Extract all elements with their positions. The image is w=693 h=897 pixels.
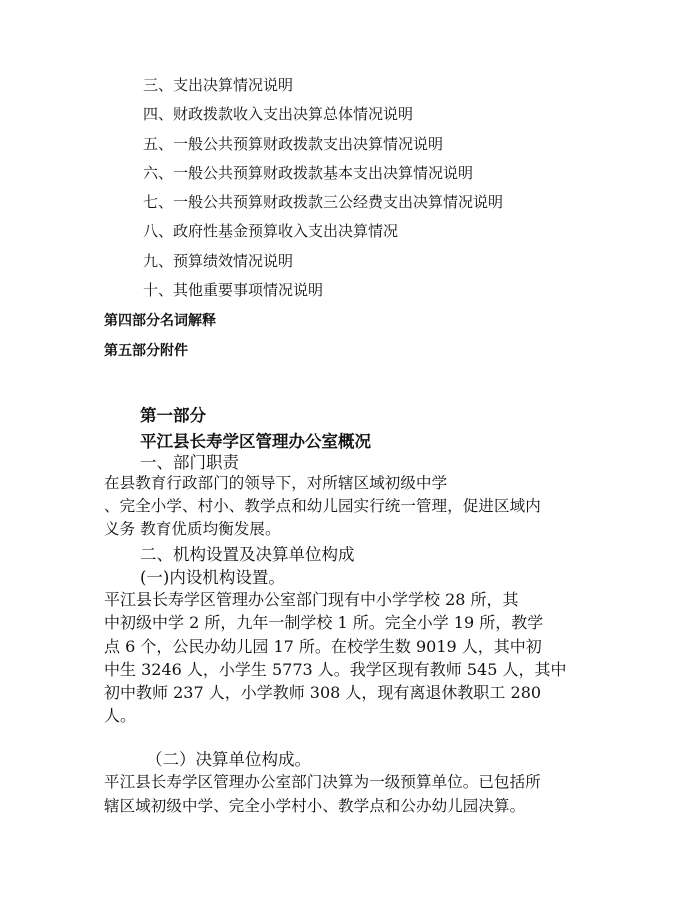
part-label: 第一部分 [140, 406, 206, 425]
toc-item: 八、政府性基金预算收入支出决算情况 [143, 222, 399, 240]
internal-line: 初中教师 237 人，小学教师 308 人，现有离退休教职工 280 [104, 683, 542, 702]
duties-line: 、完全小学、村小、教学点和幼儿园实行统一管理，促进区域内 [104, 497, 541, 515]
toc-item: 九、预算绩效情况说明 [143, 252, 294, 270]
duties-heading: 一、部门职责 [140, 453, 239, 472]
toc-item: 七、一般公共预算财政拨款三公经费支出决算情况说明 [143, 193, 504, 211]
duties-line: 在县教育行政部门的领导下，对所辖区域初级中学 [104, 474, 448, 492]
toc-item: 十、其他重要事项情况说明 [143, 281, 324, 299]
page-title: 平江县长寿学区管理办公室概况 [140, 432, 371, 451]
internal-line: 平江县长寿学区管理办公室部门现有中小学学校 28 所，其 [104, 590, 519, 609]
toc-part4: 第四部分名词解释 [104, 313, 216, 329]
internal-line: 人。 [104, 706, 137, 725]
internal-line: 点 6 个，公民办幼儿园 17 所。在校学生数 9019 人，其中初 [104, 637, 542, 656]
internal-heading: (一)内设机构设置。 [140, 568, 285, 587]
toc-item: 五、一般公共预算财政拨款支出决算情况说明 [143, 135, 444, 153]
units-line: 辖区域初级中学、完全小学村小、教学点和公办幼儿园决算。 [104, 797, 526, 815]
org-heading: 二、机构设置及决算单位构成 [140, 545, 355, 564]
duties-line: 义务 教育优质均衡发展。 [104, 520, 281, 538]
units-line: 平江县长寿学区管理办公室部门决算为一级预算单位。已包括所 [104, 773, 541, 791]
internal-line: 中生 3246 人，小学生 5773 人。我学区现有教师 545 人，其中 [104, 660, 567, 679]
toc-item: 六、一般公共预算财政拨款基本支出决算情况说明 [143, 164, 474, 182]
units-heading: （二）决算单位构成。 [146, 750, 311, 769]
toc-item: 三、支出决算情况说明 [143, 76, 294, 94]
internal-line: 中初级中学 2 所，九年一制学校 1 所。完全小学 19 所，教学 [104, 613, 544, 632]
toc-part5: 第五部分附件 [104, 343, 188, 359]
toc-item: 四、财政拨款收入支出决算总体情况说明 [143, 105, 414, 123]
